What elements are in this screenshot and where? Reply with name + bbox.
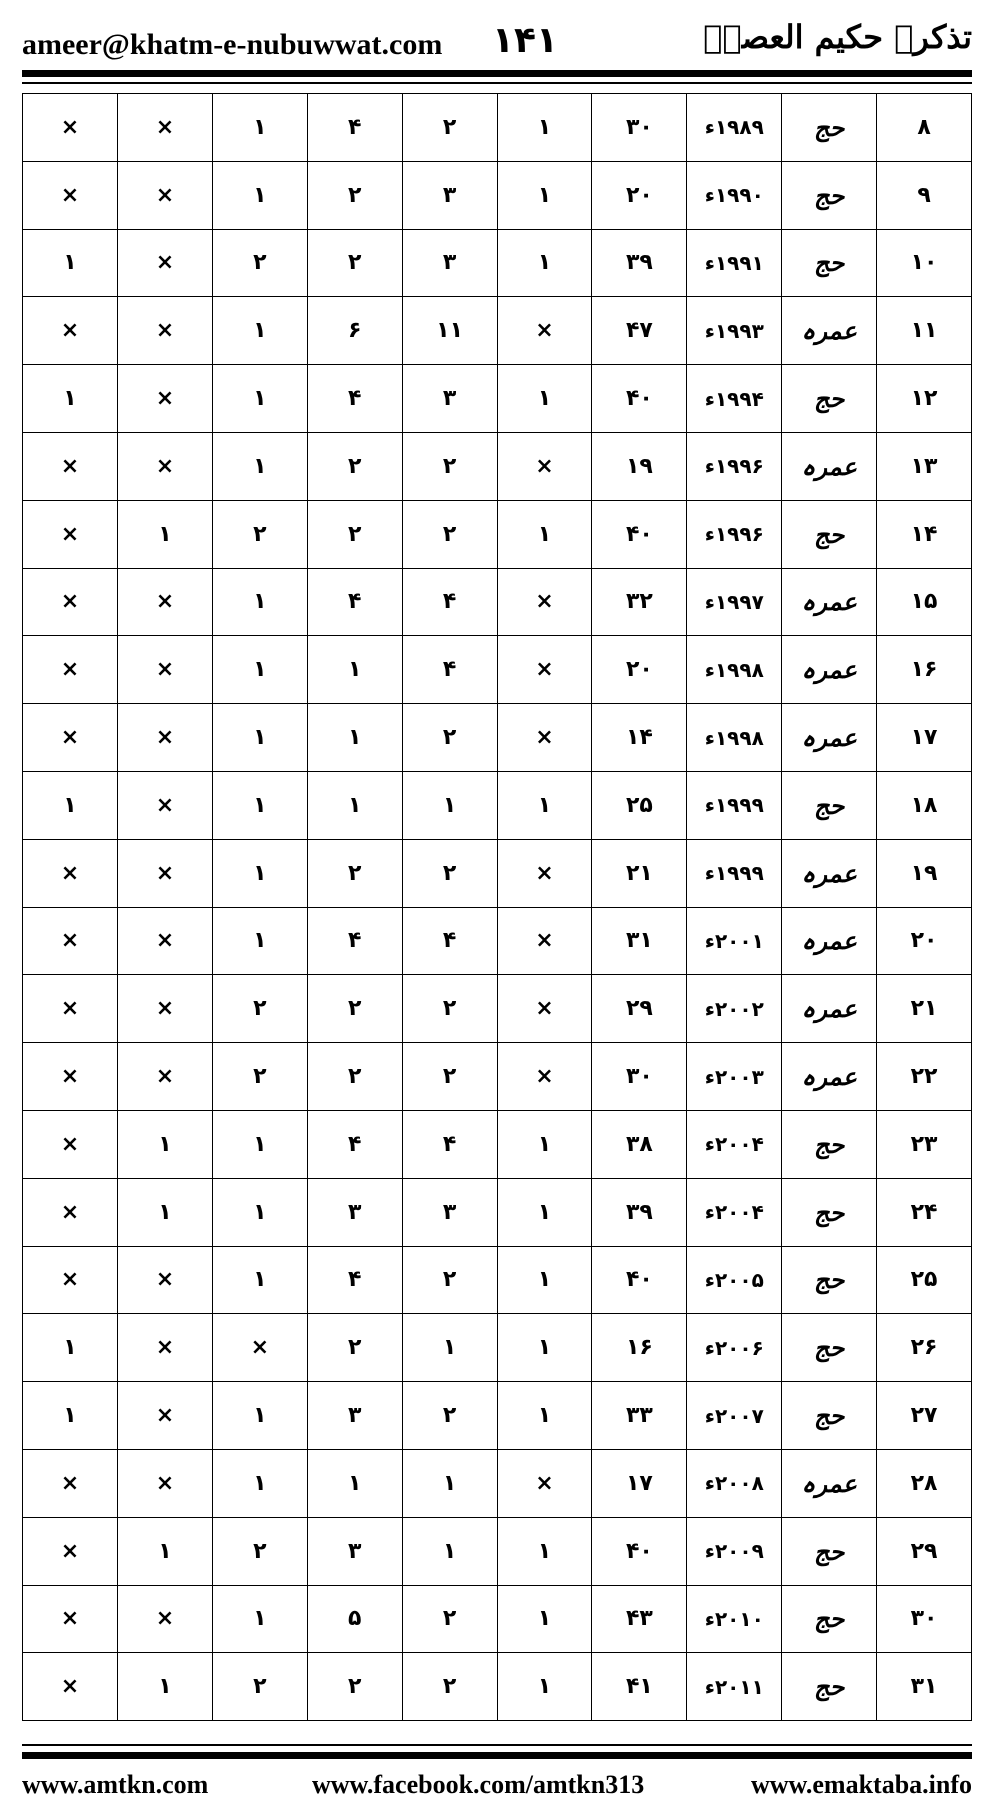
table-cell: ×	[497, 568, 592, 636]
table-cell: ۴۰	[592, 365, 687, 433]
table-cell: عمرہ	[782, 297, 877, 365]
table-cell: ۱	[117, 1110, 212, 1178]
table-cell: ۱۶	[592, 1314, 687, 1382]
table-cell: ×	[23, 432, 118, 500]
table-cell: ۱	[117, 500, 212, 568]
table-cell: عمرہ	[782, 568, 877, 636]
table-cell: ×	[497, 1043, 592, 1111]
table-cell: ۱	[23, 365, 118, 433]
table-cell: ۲	[402, 975, 497, 1043]
table-cell: ×	[117, 432, 212, 500]
table-cell: ۴۷	[592, 297, 687, 365]
table-cell: ۳۱	[877, 1653, 972, 1721]
table-row	[23, 1178, 972, 1246]
table-cell: ۱	[212, 704, 307, 772]
table-cell: ۲	[212, 975, 307, 1043]
table-cell: ۱۴	[877, 500, 972, 568]
table-cell: ۲۹	[877, 1517, 972, 1585]
table-row	[23, 975, 972, 1043]
table-cell: ×	[117, 1382, 212, 1450]
table-row	[23, 1449, 972, 1517]
table-cell: ۱	[402, 1449, 497, 1517]
table-cell: ۲	[402, 94, 497, 162]
table-cell: ۴	[307, 365, 402, 433]
table-cell: ۲۰۰۲ء	[687, 975, 782, 1043]
table-cell: ۱۵	[877, 568, 972, 636]
table-row	[23, 1246, 972, 1314]
table-cell: ۴	[402, 907, 497, 975]
table-row	[23, 229, 972, 297]
table-cell: ۲	[307, 975, 402, 1043]
table-cell: ۲	[402, 1653, 497, 1721]
table-cell: ۱	[212, 568, 307, 636]
table-cell: ۱۸	[877, 771, 972, 839]
table-cell: ۱	[212, 161, 307, 229]
table-row	[23, 297, 972, 365]
footer-link-emaktaba[interactable]: www.emaktaba.info	[750, 1770, 972, 1799]
table-cell: ×	[117, 1314, 212, 1382]
table-cell: ۲۰	[877, 907, 972, 975]
table-cell: ۱۹۹۹ء	[687, 839, 782, 907]
table-cell: ۱۷	[592, 1449, 687, 1517]
table-row	[23, 94, 972, 162]
table-cell: ۱	[497, 94, 592, 162]
table-cell: ×	[23, 568, 118, 636]
table-cell: ۴	[307, 1110, 402, 1178]
table-cell: ۱۳	[877, 432, 972, 500]
table-cell: ۲۵	[877, 1246, 972, 1314]
table-cell: ×	[497, 1449, 592, 1517]
table-cell: ۹	[877, 161, 972, 229]
table-cell: ۱	[497, 1178, 592, 1246]
table-cell: ۱	[212, 432, 307, 500]
table-cell: ۱۱	[402, 297, 497, 365]
table-row	[23, 1653, 972, 1721]
table-cell: ۲	[402, 1043, 497, 1111]
table-cell: ۱	[402, 1517, 497, 1585]
table-cell: ۲	[212, 500, 307, 568]
header-rule-thick	[22, 70, 972, 77]
table-cell: ۱	[497, 1382, 592, 1450]
table-cell: ×	[23, 636, 118, 704]
table-cell: ۱۹۹۶ء	[687, 432, 782, 500]
table-cell: ۱	[307, 636, 402, 704]
table-cell: ۲۰۰۵ء	[687, 1246, 782, 1314]
table-cell: ۴	[307, 94, 402, 162]
table-cell: ۲۹	[592, 975, 687, 1043]
table-cell: ۳۰	[877, 1585, 972, 1653]
table-cell: ×	[117, 907, 212, 975]
table-cell: ۱	[117, 1178, 212, 1246]
table-row	[23, 568, 972, 636]
table-row	[23, 1314, 972, 1382]
table-cell: ۱	[212, 1110, 307, 1178]
table-cell: ۳۳	[592, 1382, 687, 1450]
table-cell: ۱	[212, 839, 307, 907]
table-cell: حج	[782, 771, 877, 839]
table-cell: ۱۴	[592, 704, 687, 772]
table-cell: ۲۱	[592, 839, 687, 907]
footer-link-facebook[interactable]: www.facebook.com/amtkn313	[312, 1770, 645, 1799]
table-cell: ×	[117, 771, 212, 839]
table-cell: ۴	[402, 568, 497, 636]
footer-rule-thick	[22, 1752, 972, 1759]
table-cell: ۲۳	[877, 1110, 972, 1178]
table-cell: ۲	[212, 1653, 307, 1721]
table-cell: ۱	[23, 1314, 118, 1382]
table-cell: ۴۰	[592, 1517, 687, 1585]
table-cell: ×	[497, 839, 592, 907]
table-cell: ۴	[307, 568, 402, 636]
table-cell: ۱۹۸۹ء	[687, 94, 782, 162]
table-cell: ۲۰۰۹ء	[687, 1517, 782, 1585]
table-cell: ۱	[307, 771, 402, 839]
table-cell: ۱	[307, 1449, 402, 1517]
table-cell: ۱۹۹۱ء	[687, 229, 782, 297]
table-cell: ۱	[402, 1314, 497, 1382]
table-cell: عمرہ	[782, 907, 877, 975]
table-cell: ۱	[23, 229, 118, 297]
table-cell: ۲۵	[592, 771, 687, 839]
table-cell: ۴۱	[592, 1653, 687, 1721]
table-cell: ۱	[497, 1517, 592, 1585]
table-cell: ۲۰۱۱ء	[687, 1653, 782, 1721]
table-cell: ۱	[212, 1178, 307, 1246]
table-cell: ×	[497, 907, 592, 975]
table-cell: ×	[117, 161, 212, 229]
table-cell: ×	[23, 297, 118, 365]
table-cell: ۲۰۰۴ء	[687, 1178, 782, 1246]
table-cell: ۴	[307, 1246, 402, 1314]
table-row	[23, 839, 972, 907]
table-cell: ۱	[497, 1585, 592, 1653]
table-cell: عمرہ	[782, 839, 877, 907]
book-title: تذکرہ حکیم العصرؒ	[703, 18, 972, 56]
page-number: ۱۴۱	[492, 20, 558, 61]
table-cell: ×	[23, 839, 118, 907]
table-cell: ۲۰۰۴ء	[687, 1110, 782, 1178]
table-cell: ×	[23, 1043, 118, 1111]
table-cell: ۱۹	[877, 839, 972, 907]
table-cell: ۲۰۰۸ء	[687, 1449, 782, 1517]
table-cell: ×	[23, 907, 118, 975]
table-cell: ×	[117, 704, 212, 772]
table-cell: ۱	[497, 1110, 592, 1178]
table-cell: ۲	[307, 500, 402, 568]
table-cell: ۴	[402, 636, 497, 704]
table-cell: ۲	[212, 229, 307, 297]
table-cell: حج	[782, 365, 877, 433]
table-cell: ×	[23, 1585, 118, 1653]
table-cell: ۴۰	[592, 1246, 687, 1314]
table-cell: عمرہ	[782, 1043, 877, 1111]
table-cell: ۱۱	[877, 297, 972, 365]
table-cell: ۱۹۹۸ء	[687, 636, 782, 704]
table-cell: ۱	[117, 1653, 212, 1721]
table-cell: ۲	[402, 1246, 497, 1314]
table-cell: حج	[782, 94, 877, 162]
table-cell: ۲۸	[877, 1449, 972, 1517]
table-cell: ۱	[23, 771, 118, 839]
table-cell: ×	[23, 1517, 118, 1585]
table-cell: ×	[117, 94, 212, 162]
table-cell: ۱۷	[877, 704, 972, 772]
table-cell: عمرہ	[782, 975, 877, 1043]
table-cell: ۱	[497, 161, 592, 229]
table-row	[23, 771, 972, 839]
footer-link-amtkn[interactable]: www.amtkn.com	[22, 1770, 209, 1799]
table-cell: عمرہ	[782, 704, 877, 772]
table-cell: ×	[117, 1449, 212, 1517]
table-cell: ۲	[402, 500, 497, 568]
table-cell: ۱	[307, 704, 402, 772]
table-cell: ۱	[23, 1382, 118, 1450]
table-cell: ۲۱	[877, 975, 972, 1043]
table-cell: ۲	[307, 229, 402, 297]
table-cell: ۱۹۹۸ء	[687, 704, 782, 772]
table-cell: ۲۰	[592, 161, 687, 229]
table-cell: ×	[117, 229, 212, 297]
table-cell: ۱	[212, 365, 307, 433]
table-cell: ۲	[307, 839, 402, 907]
table-cell: ×	[117, 1043, 212, 1111]
table-cell: ×	[23, 1246, 118, 1314]
table-cell: ۳۰	[592, 1043, 687, 1111]
header-email: ameer@khatm-e-nubuwwat.com	[22, 28, 443, 61]
table-cell: ۳	[307, 1517, 402, 1585]
table-cell: ۲۰۰۶ء	[687, 1314, 782, 1382]
table-cell: ×	[212, 1314, 307, 1382]
table-cell: ۲	[402, 704, 497, 772]
table-cell: ×	[23, 1178, 118, 1246]
table-cell: ۴۰	[592, 500, 687, 568]
table-cell: ۱۹	[592, 432, 687, 500]
table-cell: ۱۹۹۷ء	[687, 568, 782, 636]
table-row	[23, 1110, 972, 1178]
table-cell: ×	[23, 1110, 118, 1178]
table-cell: ۳	[402, 1178, 497, 1246]
table-cell: ۲۰	[592, 636, 687, 704]
table-cell: ۱۹۹۰ء	[687, 161, 782, 229]
table-cell: ۱۹۹۳ء	[687, 297, 782, 365]
table-cell: حج	[782, 1246, 877, 1314]
table-cell: ×	[117, 297, 212, 365]
table-cell: ۳۱	[592, 907, 687, 975]
table-row	[23, 365, 972, 433]
table-cell: ×	[117, 975, 212, 1043]
table-row	[23, 907, 972, 975]
table-cell: ۲	[402, 1585, 497, 1653]
table-row	[23, 1382, 972, 1450]
table-cell: ۱۶	[877, 636, 972, 704]
table-cell: ×	[23, 500, 118, 568]
table-cell: ۱	[497, 1246, 592, 1314]
table-row	[23, 704, 972, 772]
table-cell: ۱۹۹۴ء	[687, 365, 782, 433]
table-cell: ۱	[402, 771, 497, 839]
table-cell: ۳	[402, 365, 497, 433]
table-cell: ×	[23, 94, 118, 162]
table-cell: ×	[117, 1585, 212, 1653]
table-cell: حج	[782, 1653, 877, 1721]
table-cell: ۱	[497, 1314, 592, 1382]
table-cell: ۱۲	[877, 365, 972, 433]
page-footer	[22, 1770, 972, 1802]
table-cell: ×	[497, 297, 592, 365]
table-cell: حج	[782, 229, 877, 297]
table-cell: ×	[23, 1653, 118, 1721]
table-cell: ۲	[307, 1653, 402, 1721]
table-cell: ×	[497, 432, 592, 500]
table-cell: ۲	[307, 1314, 402, 1382]
table-cell: ۳۹	[592, 229, 687, 297]
table-cell: ۳۹	[592, 1178, 687, 1246]
table-cell: ۲	[307, 432, 402, 500]
table-cell: حج	[782, 1178, 877, 1246]
table-cell: ×	[117, 839, 212, 907]
table-cell: ۱	[497, 1653, 592, 1721]
table-cell: ۲۰۰۳ء	[687, 1043, 782, 1111]
table-cell: ۴۳	[592, 1585, 687, 1653]
table-cell: ۲	[402, 1382, 497, 1450]
table-cell: ۳	[402, 229, 497, 297]
table-cell: ۴	[402, 1110, 497, 1178]
table-row	[23, 161, 972, 229]
table-cell: عمرہ	[782, 432, 877, 500]
table-cell: ۱	[212, 94, 307, 162]
table-cell: ۲	[212, 1043, 307, 1111]
table-row	[23, 1043, 972, 1111]
table-cell: ۲	[212, 1517, 307, 1585]
table-cell: ×	[117, 568, 212, 636]
table-cell: ۱	[212, 636, 307, 704]
table-cell: ×	[497, 975, 592, 1043]
table-cell: ۱	[212, 771, 307, 839]
table-cell: ۲۰۰۱ء	[687, 907, 782, 975]
table-cell: ۲۶	[877, 1314, 972, 1382]
table-cell: ۱	[212, 1382, 307, 1450]
table-row	[23, 636, 972, 704]
table-row	[23, 1517, 972, 1585]
table-cell: ۵	[307, 1585, 402, 1653]
table-cell: ۶	[307, 297, 402, 365]
page-header	[22, 18, 972, 66]
table-cell: ۴	[307, 907, 402, 975]
table-cell: عمرہ	[782, 636, 877, 704]
table-cell: ۱	[497, 229, 592, 297]
table-cell: ۱	[497, 771, 592, 839]
table-cell: ۲	[402, 432, 497, 500]
table-cell: ×	[117, 636, 212, 704]
table-cell: ۲	[402, 839, 497, 907]
table-cell: حج	[782, 1314, 877, 1382]
table-cell: ×	[497, 636, 592, 704]
table-cell: ۱	[497, 365, 592, 433]
table-cell: حج	[782, 1517, 877, 1585]
table-cell: ۱	[212, 1449, 307, 1517]
table-cell: ۲۰۱۰ء	[687, 1585, 782, 1653]
table-cell: ۲۷	[877, 1382, 972, 1450]
table-row	[23, 1585, 972, 1653]
table-cell: ۳	[307, 1382, 402, 1450]
table-cell: ۳۲	[592, 568, 687, 636]
table-cell: حج	[782, 1585, 877, 1653]
table-row	[23, 432, 972, 500]
table-cell: ×	[23, 1449, 118, 1517]
table-cell: ۲	[307, 161, 402, 229]
table-cell: ×	[23, 704, 118, 772]
table-cell: حج	[782, 1382, 877, 1450]
table-cell: ۳	[307, 1178, 402, 1246]
table-cell: ۱۰	[877, 229, 972, 297]
table-cell: ۱	[212, 1246, 307, 1314]
table-cell: ۲۰۰۷ء	[687, 1382, 782, 1450]
table-cell: ۱	[117, 1517, 212, 1585]
table-cell: ×	[117, 1246, 212, 1314]
table-cell: ۳۰	[592, 94, 687, 162]
table-cell: ۲	[307, 1043, 402, 1111]
table-cell: ۱۹۹۹ء	[687, 771, 782, 839]
table-cell: ۱	[212, 297, 307, 365]
table-cell: حج	[782, 500, 877, 568]
footer-rule-thin	[22, 1744, 972, 1746]
journey-table	[22, 93, 972, 1721]
table-cell: ۱	[212, 1585, 307, 1653]
table-cell: ۲۲	[877, 1043, 972, 1111]
table-cell: حج	[782, 1110, 877, 1178]
table-cell: عمرہ	[782, 1449, 877, 1517]
table-cell: ۱	[497, 500, 592, 568]
table-cell: ۳	[402, 161, 497, 229]
table-cell: ×	[23, 161, 118, 229]
table-cell: ۳۸	[592, 1110, 687, 1178]
table-cell: ۱	[212, 907, 307, 975]
table-cell: ×	[23, 975, 118, 1043]
header-rule-thin	[22, 82, 972, 84]
table-cell: ×	[497, 704, 592, 772]
table-cell: ۱۹۹۶ء	[687, 500, 782, 568]
table-cell: ۸	[877, 94, 972, 162]
table-row	[23, 500, 972, 568]
table-cell: حج	[782, 161, 877, 229]
table-cell: ۲۴	[877, 1178, 972, 1246]
table-cell: ×	[117, 365, 212, 433]
